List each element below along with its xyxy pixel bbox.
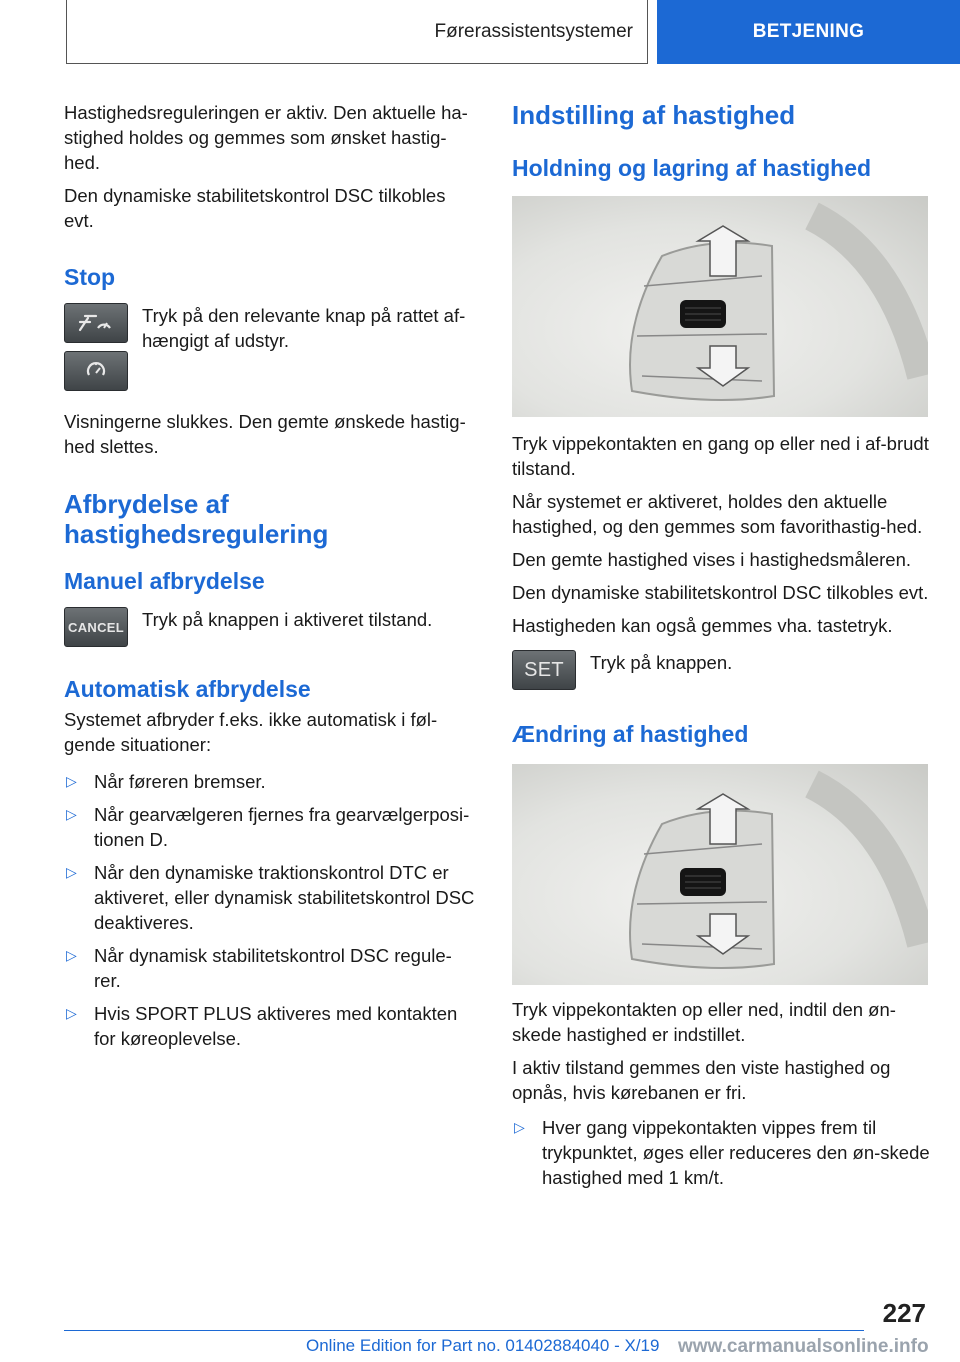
cancel-button-icon [64,607,128,647]
cruise-control-off-icon [64,303,128,343]
speed-limiter-icon [64,351,128,391]
paragraph: Den dynamiske stabilitetskontrol DSC tilkobles evt. [64,185,446,231]
bullet-triangle-icon: ▷ [514,1119,525,1135]
set-speed-heading: Indstilling af hastighed [512,100,796,130]
bullet-triangle-icon: ▷ [66,947,77,963]
gauge-icon [84,359,108,383]
section-label: Førerassistentsystemer [434,20,633,42]
watermark: www.carmanualsonline.info [678,1336,929,1357]
paragraph: Systemet afbryder f.eks. ikke automatisk i føl-gende situationer: [64,709,438,755]
auto-abort-list [64,769,478,1051]
steering-wheel-rocker-photo [512,196,928,417]
list-item: ▷ Når føreren bremser. [66,771,266,792]
set-label: SET [524,658,564,681]
list-item: ▷ Hver gang vippekontakten vippes frem til trykpunktet, øges eller reduceres den øn-skede hastighed med 1 km/t. [514,1117,930,1188]
right-column [512,100,930,1198]
paragraph: Når systemet er aktiveret, holdes den aktuelle hastighed, og den gemmes som favorithastig-hed. [512,491,923,537]
manual-abort-instruction [64,607,478,647]
steering-wheel-buttons-icon [512,196,928,417]
auto-abort-heading: Automatisk afbrydelse [64,676,311,702]
stop-heading: Stop [64,264,116,290]
chapter-label: BETJENING [752,21,865,42]
cancel-label: CANCEL [68,619,124,635]
paragraph: Hastigheden kan også gemmes vha. tastetryk. [512,615,893,636]
footer-edition: Online Edition for Part no. 01402884040 - X/19 [306,1336,660,1355]
paragraph: Tryk vippekontakten op eller ned, indtil den øn-skede hastighed er indstillet. [512,999,896,1045]
bullet-triangle-icon: ▷ [66,864,77,880]
manual-abort-text: Tryk på knappen i aktiveret tilstand. [142,609,433,630]
bullet-triangle-icon: ▷ [66,806,77,822]
list-item: ▷ Hvis SPORT PLUS aktiveres med kontakten for køreoplevelse. [66,1003,458,1049]
manual-abort-heading: Manuel afbrydelse [64,568,265,594]
list-item: ▷ Når dynamisk stabilitetskontrol DSC regule-rer. [66,945,452,991]
paragraph: Den gemte hastighed vises i hastighedsmåleren. [512,549,912,570]
bullet-triangle-icon: ▷ [66,1005,77,1021]
set-button-instruction [512,650,930,690]
bullet-triangle-icon: ▷ [66,773,77,789]
stop-button-icons [64,303,128,391]
header-section-title [66,0,648,64]
stop-instruction [64,303,478,391]
left-column [64,100,478,1059]
page-number: 227 [882,1298,926,1328]
abort-heading: Afbrydelse af hastighedsregulering [64,489,329,549]
paragraph: Den dynamiske stabilitetskontrol DSC tilkobles evt. [512,582,929,603]
list-item: ▷ Når den dynamiske traktionskontrol DTC er aktiveret, eller dynamisk stabilitetskontrol DSC deaktiveres. [66,862,475,933]
paragraph: Tryk vippekontakten en gang op eller ned i af-brudt tilstand. [512,433,929,479]
footer-divider [64,1330,864,1331]
stop-text: Tryk på den relevante knap på rattet af-hængigt af udstyr. [142,305,466,351]
change-speed-list [512,1115,930,1190]
paragraph: Hastighedsreguleringen er aktiv. Den aktuelle ha-stighed holdes og gemmes som ønsket hastig-hed. [64,102,468,173]
steering-wheel-rocker-photo-2 [512,764,928,985]
paragraph: I aktiv tilstand gemmes den viste hastighed og opnås, hvis kørebanen er fri. [512,1057,891,1103]
header-chapter-tab [657,0,960,64]
list-item: ▷ Når gearvælgeren fjernes fra gearvælgerposi-tionen D. [66,804,470,850]
set-text: Tryk på knappen. [590,652,733,673]
paragraph: Visningerne slukkes. Den gemte ønskede hastig-hed slettes. [64,411,466,457]
cruise-control-symbol-icon [76,312,116,334]
set-button-icon [512,650,576,690]
steering-wheel-buttons-icon [512,764,928,985]
change-speed-heading: Ændring af hastighed [512,721,749,747]
hold-speed-heading: Holdning og lagring af hastighed [512,155,872,181]
